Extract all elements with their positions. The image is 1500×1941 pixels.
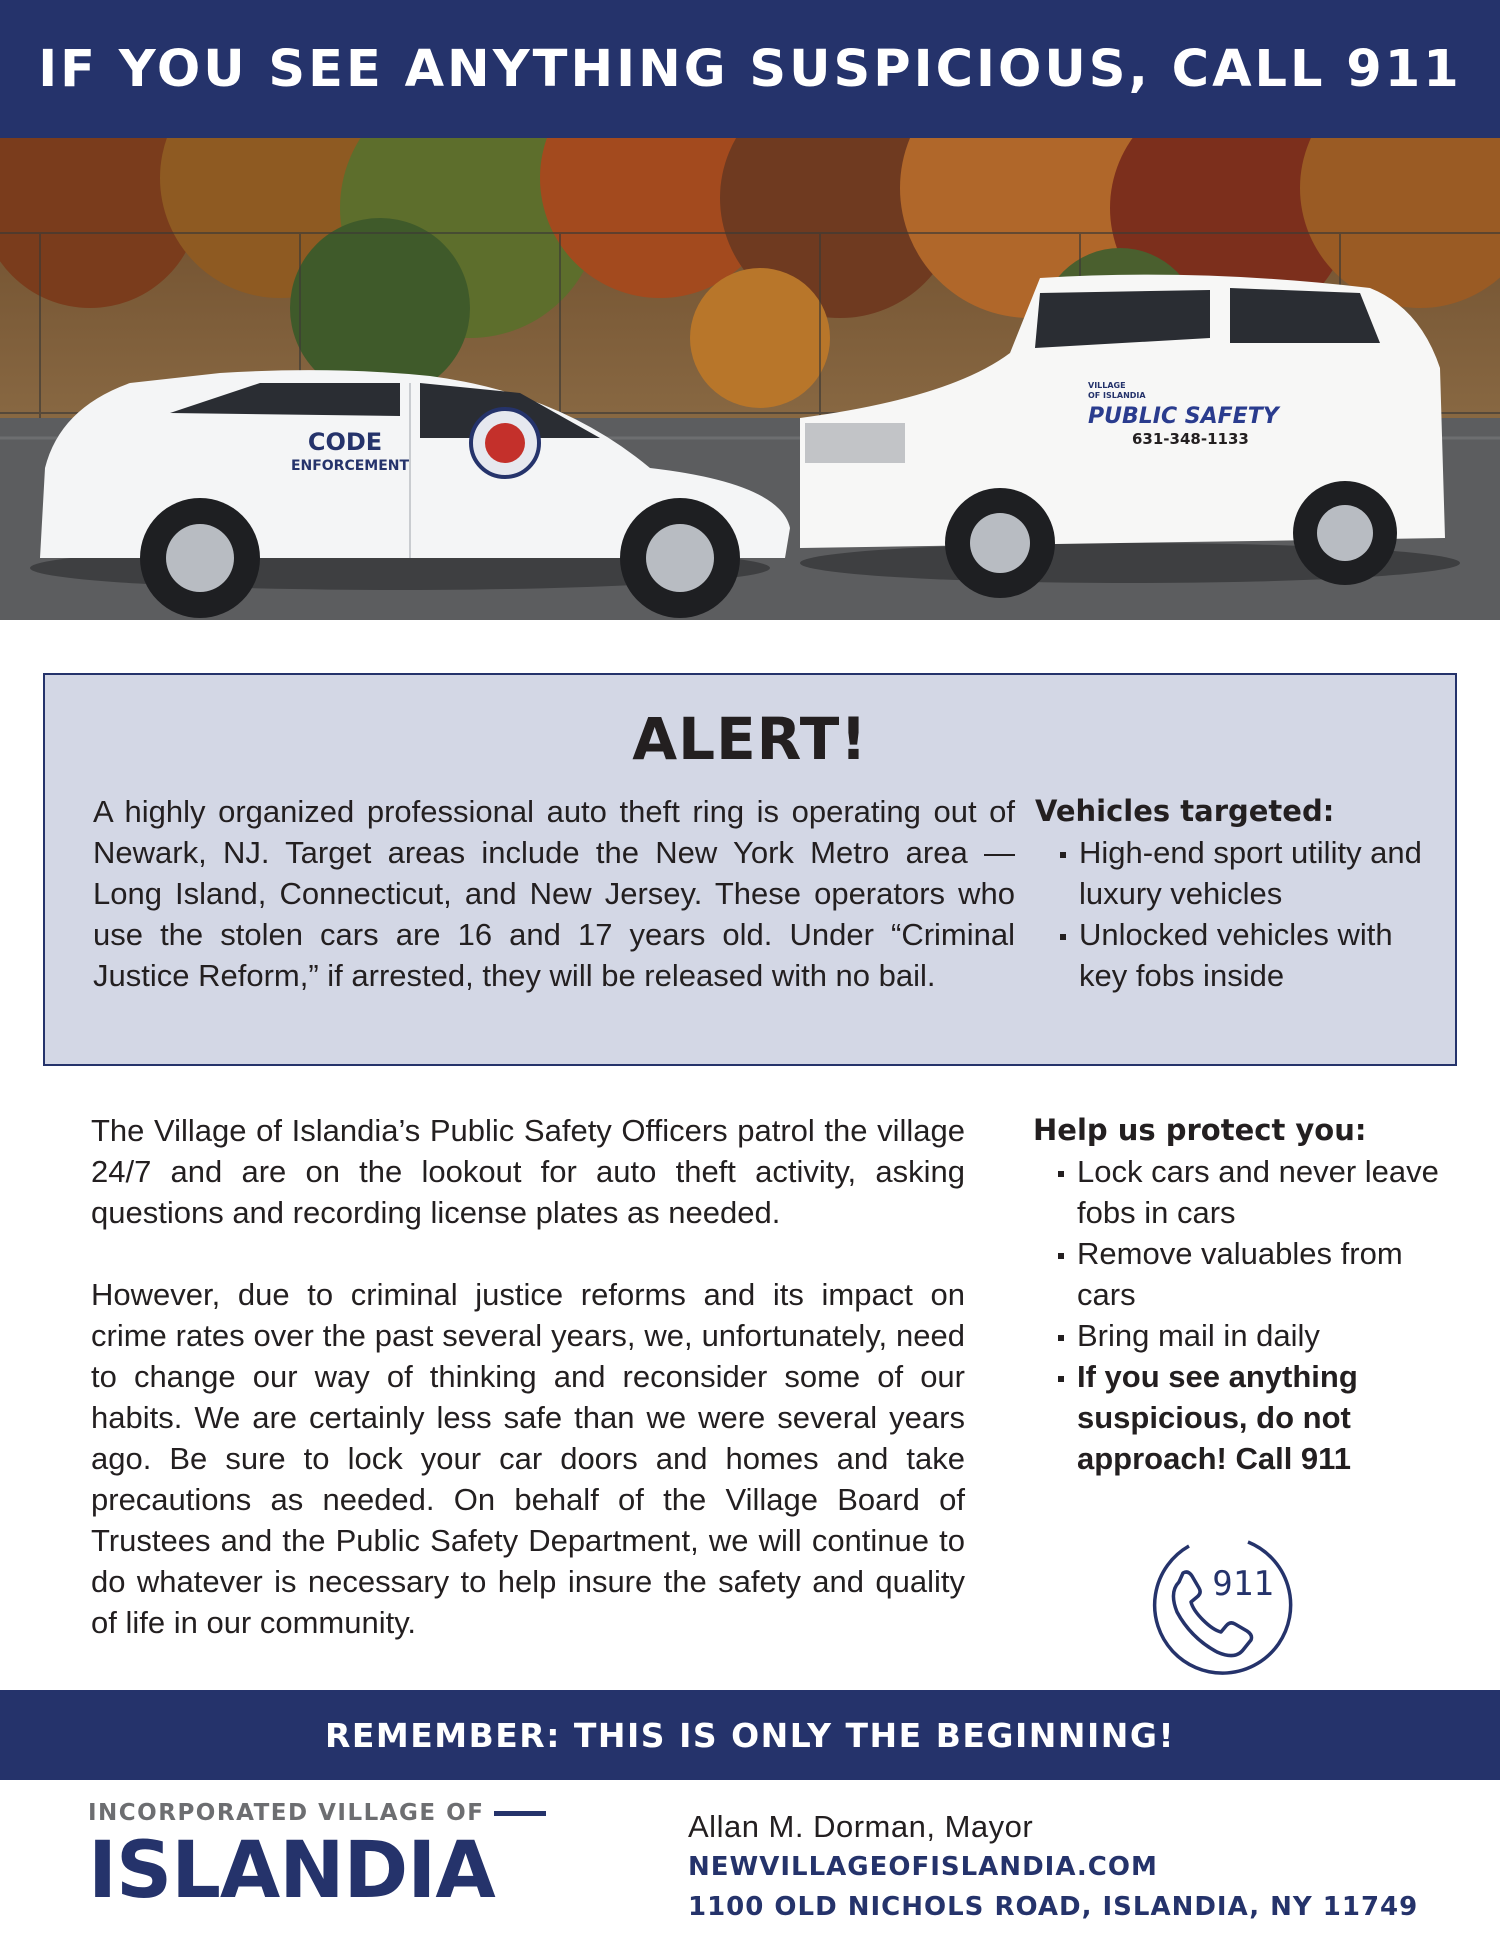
phone-icon-label: 911	[1212, 1564, 1274, 1604]
list-item: High-end sport utility and luxury vehicles	[1035, 832, 1445, 914]
logo-big-text: ISLANDIA	[88, 1826, 495, 1916]
bottom-banner	[0, 1690, 1500, 1780]
islandia-logo	[88, 1800, 538, 1916]
paragraph-reforms: However, due to criminal justice reforms and its impact on crime rates over the past several years, we, unfortunately, need to change our way of thinking and reconsider some of our habits. We are certainly less safe than we were several years ago. Be sure to lock your car doors and homes and take precautions as needed. On behalf of the Village Board of Trustees and the Public Safety Department, we will continue to do whatever is necessary to help insure the safety and quality of life in our community.	[91, 1277, 965, 1640]
website-link[interactable]: NEWVILLAGEOFISLANDIA.COM	[688, 1852, 1158, 1882]
code-decal: CODE	[307, 428, 383, 456]
list-item: Bring mail in daily	[1033, 1315, 1453, 1356]
alert-body: A highly organized professional auto theft ring is operating out of Newark, NJ. Target areas include the New York Metro area — Long Island, Connecticut, and New Jersey. These operators who use the stolen cars are 16 and 17 years old. Under “Criminal Justice Reform,” if arrested, they will be released with no bail.	[93, 794, 1015, 993]
help-protect	[1033, 1110, 1453, 1479]
address: 1100 OLD NICHOLS ROAD, ISLANDIA, NY 11749	[688, 1892, 1419, 1922]
list-item: Lock cars and never leave fobs in cars	[1033, 1151, 1453, 1233]
paragraph-patrol: The Village of Islandia’s Public Safety Officers patrol the village 24/7 and are on the lookout for auto theft activity, asking questions and recording license plates as needed.	[91, 1113, 965, 1230]
enforcement-decal: ENFORCEMENT	[290, 458, 410, 474]
main-text	[91, 1110, 965, 1643]
village-decal: VILLAGE	[1088, 381, 1126, 390]
top-banner	[0, 0, 1500, 138]
list-item: If you see anything suspicious, do not approach! Call 911	[1033, 1356, 1453, 1479]
logo-rule	[494, 1811, 546, 1816]
vehicles-photo	[0, 138, 1500, 620]
vehicles-targeted	[1035, 791, 1445, 996]
remember-text: REMEMBER: THIS IS ONLY THE BEGINNING!	[324, 1715, 1176, 1755]
alert-title: ALERT!	[632, 705, 868, 773]
vehicle-phone-decal: 631-348-1133	[1132, 430, 1249, 448]
mayor-name: Allan M. Dorman, Mayor	[688, 1809, 1034, 1844]
public-safety-decal: PUBLIC SAFETY	[1088, 404, 1279, 429]
help-protect-heading: Help us protect you:	[1033, 1113, 1367, 1147]
list-item: Remove valuables from cars	[1033, 1233, 1453, 1315]
headline: IF YOU SEE ANYTHING SUSPICIOUS, CALL 911	[38, 39, 1462, 99]
contact-block	[688, 1807, 1418, 1927]
of-islandia-decal: OF ISLANDIA	[1088, 391, 1146, 400]
alert-box	[43, 673, 1457, 1066]
phone-911-icon	[1143, 1520, 1303, 1680]
logo-small-text: INCORPORATED VILLAGE OF	[88, 1800, 485, 1826]
vehicles-targeted-heading: Vehicles targeted:	[1035, 794, 1335, 828]
vehicles-targeted-list	[1035, 832, 1445, 996]
list-item: Unlocked vehicles with key fobs inside	[1035, 914, 1445, 996]
help-protect-list	[1033, 1151, 1453, 1479]
